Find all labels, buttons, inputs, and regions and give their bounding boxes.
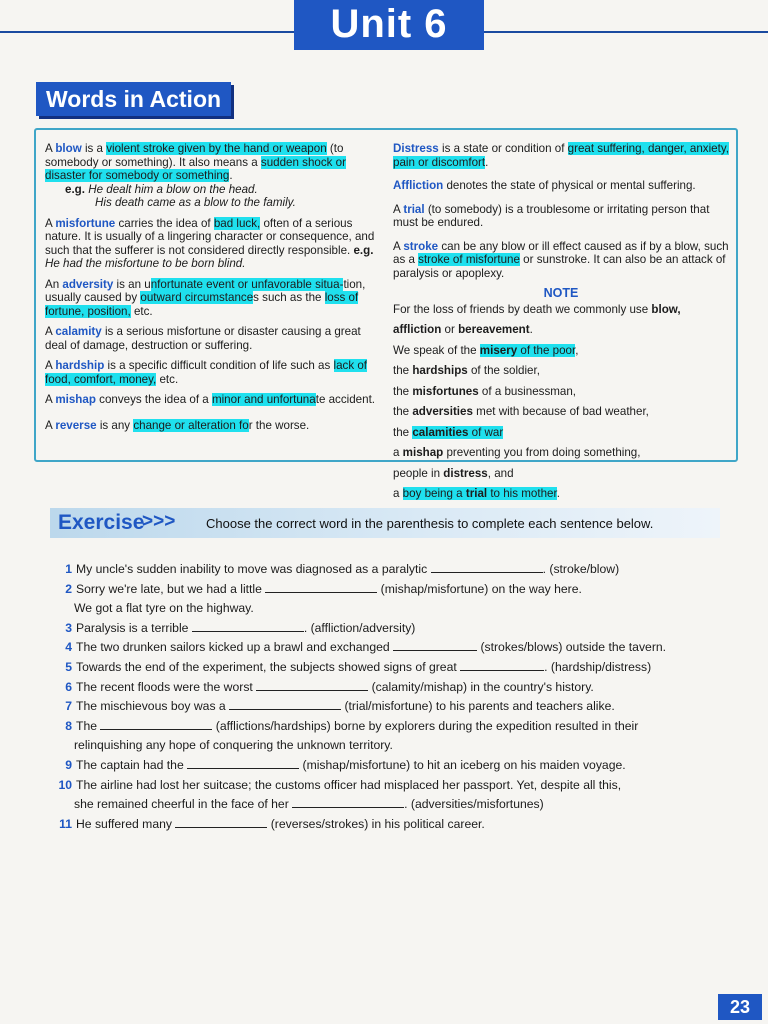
header-rule-left (0, 31, 294, 33)
entry-hardship: A hardship is a specific difficult condition of life such as lack of food, comfort, money, etc. (45, 359, 368, 386)
exercise-item-2: 2 Sorry we're late, but we had a little (mishap/misfortune) on the way here. (65, 581, 582, 596)
header-rule-right (484, 31, 768, 33)
answer-blank[interactable] (292, 795, 404, 808)
answer-blank[interactable] (393, 638, 477, 651)
entry-stroke: A stroke can be any blow or ill effect caused as if by a blow, such as a stroke of misfortune or sunstroke. It can also be an attack of paralysis or apoplexy. (393, 239, 729, 280)
exercise-list (52, 560, 742, 834)
term-adversity: adversity (62, 277, 114, 291)
note-line: a mishap preventing you from doing something, (393, 446, 641, 459)
exercise-header (50, 508, 720, 538)
note-line: We speak of the misery of the poor, (393, 343, 579, 357)
entry-blow: A blow is a violent stroke given by the hand or weapon (to somebody or something). It also means a sudden shock or disaster for somebody or something. e.g. He dealt him a blow on the head. His death came as a blow to the family. (45, 142, 346, 209)
note-line: the adversities met with because of bad weather, (393, 405, 649, 418)
words-in-action-title: Words in Action (36, 82, 231, 116)
entry-trial: A trial (to somebody) is a troublesome or irritating person that must be endured. (393, 202, 710, 229)
answer-blank[interactable] (229, 697, 341, 710)
note-line: the misfortunes of a businessman, (393, 384, 577, 398)
entry-adversity: An adversity is an unfortunate event or unfavorable situa-tion, usually caused by outward circumstances such as the loss of fortune, position, etc. (45, 277, 366, 318)
unit-title: Unit 6 (294, 0, 484, 50)
exercise-item-4: 4 The two drunken sailors kicked up a brawl and exchanged (strokes/blows) outside the tavern. (65, 640, 667, 655)
answer-blank[interactable] (187, 756, 299, 769)
answer-blank[interactable] (265, 580, 377, 593)
term-affliction: Affliction (393, 179, 444, 192)
answer-blank[interactable] (192, 619, 304, 632)
note-heading: NOTE (543, 286, 579, 300)
exercise-title: Exercise (58, 511, 145, 534)
term-reverse: reverse (55, 418, 97, 432)
note-line: affliction or bereavement. (393, 323, 533, 336)
entry-misfortune: A misfortune carries the idea of bad luck, often of a serious nature. It is usually of a lingering character or consequence, and such that the sufferer is not considered directly responsible. e.g. He had the misfortune to be born blind. (45, 216, 375, 270)
entry-reverse: A reverse is any change or alteration for the worse. (45, 418, 310, 432)
answer-blank[interactable] (175, 815, 267, 828)
note-line: the calamities of war (393, 425, 504, 439)
term-blow: blow (55, 142, 82, 155)
vocabulary-box (34, 128, 738, 500)
vocabulary-right-column (393, 142, 729, 508)
exercise-item-9: 9 The captain had the (mishap/misfortune) to hit an iceberg on his maiden voyage. (65, 757, 626, 772)
term-stroke: stroke (403, 239, 439, 253)
note-line: For the loss of friends by death we commonly use blow, (393, 302, 681, 316)
page-number: 23 (718, 994, 762, 1020)
note-line: a boy being a trial to his mother. (393, 487, 560, 500)
exercise-item-3: 3 Paralysis is a terrible . (affliction/adversity) (65, 620, 416, 635)
term-hardship: hardship (55, 359, 105, 372)
vocabulary-left-column (45, 142, 381, 439)
term-distress: Distress (393, 142, 439, 155)
exercise-item-2-continued: We got a flat tyre on the highway. (74, 601, 254, 616)
term-trial: trial (403, 202, 425, 216)
answer-blank[interactable] (460, 658, 544, 671)
answer-blank[interactable] (100, 717, 212, 730)
answer-blank[interactable] (256, 678, 368, 691)
exercise-item-8-continued: relinquishing any hope of conquering the unknown territory. (74, 738, 393, 753)
exercise-item-6: 6 The recent floods were the worst (calamity/mishap) in the country's history. (65, 679, 594, 694)
note-line: people in distress, and (393, 466, 514, 480)
note-body (393, 303, 729, 501)
exercise-item-7: 7 The mischievous boy was a (trial/misfortune) to his parents and teachers alike. (65, 699, 615, 714)
exercise-item-1: 1 My uncle's sudden inability to move was diagnosed as a paralytic . (stroke/blow) (65, 562, 620, 576)
term-mishap: mishap (55, 393, 96, 406)
answer-blank[interactable] (431, 560, 543, 573)
entry-mishap: A mishap conveys the idea of a minor and unfortunate accident. (45, 393, 376, 406)
exercise-item-11: 11 He suffered many (reverses/strokes) in his political career. (59, 816, 485, 831)
exercise-arrows-icon: >>> (142, 511, 176, 532)
exercise-item-5: 5 Towards the end of the experiment, the subjects showed signs of great . (hardship/distress) (65, 659, 652, 674)
exercise-item-10: 10 The airline had lost her suitcase; the customs officer had misplaced her passport. Yet, despite all this, (58, 777, 622, 792)
note-line: the hardships of the soldier, (393, 364, 540, 377)
exercise-instruction: Choose the correct word in the parenthesis to complete each sentence below. (206, 516, 654, 531)
exercise-item-8: 8 The (afflictions/hardships) borne by explorers during the expedition resulted in their (65, 718, 639, 733)
exercise-item-10-continued: she remained cheerful in the face of her . (adversities/misfortunes) (74, 797, 544, 812)
term-calamity: calamity (55, 325, 102, 338)
term-misfortune: misfortune (55, 216, 116, 230)
entry-affliction: Affliction denotes the state of physical or mental suffering. (393, 179, 696, 192)
entry-calamity: A calamity is a serious misfortune or disaster causing a great deal of damage, destruction or suffering. (45, 325, 361, 352)
entry-distress: Distress is a state or condition of great suffering, danger, anxiety, pain or discomfort. (393, 142, 729, 169)
